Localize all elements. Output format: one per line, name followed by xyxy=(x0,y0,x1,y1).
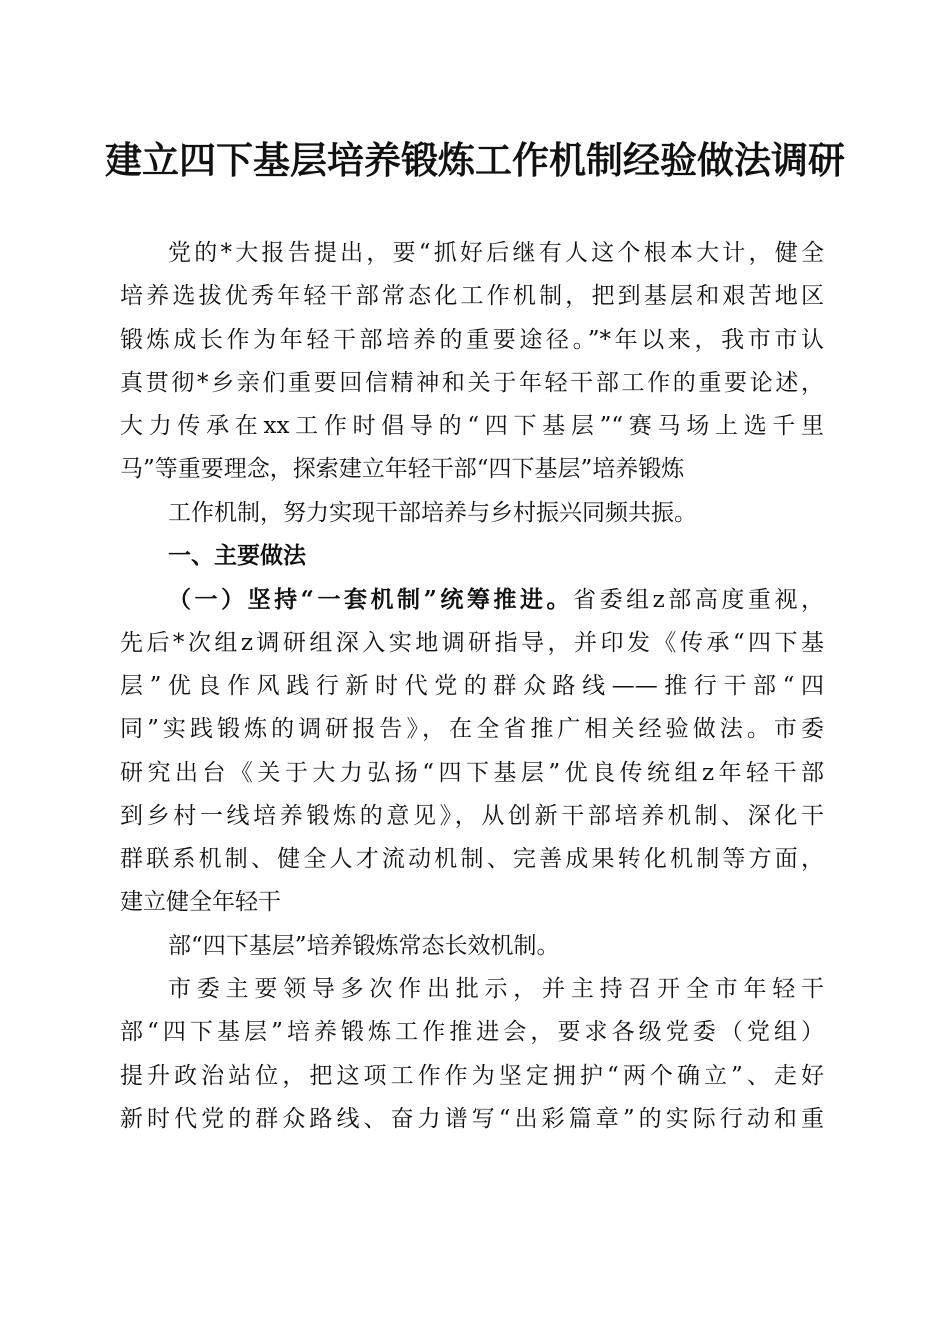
document-body xyxy=(120,232,824,1141)
paragraph-line: 层”优良作风践行新时代党的群众路线——推行干部“四 xyxy=(120,672,824,699)
paragraph-line xyxy=(120,578,824,621)
paragraph-line: 提升政治站位，把这项工作作为坚定拥护“两个确立”、走好 xyxy=(120,1062,824,1089)
paragraph-line: 部“四下基层”培养锻炼常态长效机制。 xyxy=(168,932,560,959)
paragraph-line: 先后*次组z调研组深入实地调研指导，并印发《传承“四下基 xyxy=(120,629,824,656)
paragraph-line: 党的*大报告提出，要“抓好后继有人这个根本大计，健全 xyxy=(168,240,824,266)
paragraph-line: 大力传承在xx工作时倡导的“四下基层”“赛马场上选千里 xyxy=(120,413,824,440)
paragraph-line: 群联系机制、健全人才流动机制、完善成果转化机制等方面， xyxy=(120,846,824,873)
paragraph-line: 锻炼成长作为年轻干部培养的重要途径。”*年以来，我市市认 xyxy=(120,326,824,353)
paragraph-line: 部“四下基层”培养锻炼工作推进会，要求各级党委（党组） xyxy=(120,1019,824,1046)
paragraph-line: 新时代党的群众路线、奋力谱写“出彩篇章”的实际行动和重 xyxy=(120,1105,824,1132)
paragraph-line: 市委主要领导多次作出批示，并主持召开全市年轻干 xyxy=(168,976,824,1003)
paragraph-line: 真贯彻*乡亲们重要回信精神和关于年轻干部工作的重要论述， xyxy=(120,369,824,396)
paragraph-line: 到乡村一线培养锻炼的意见》，从创新干部培养机制、深化干 xyxy=(120,802,824,829)
subsection-lead: （一）坚持“一套机制”统筹推进。 xyxy=(168,586,574,614)
section-heading: 一、主要做法 xyxy=(168,543,306,570)
paragraph-line: 同”实践锻炼的调研报告》，在全省推广相关经验做法。市委 xyxy=(120,716,824,743)
paragraph-line: 研究出台《关于大力弘扬“四下基层”优良传统组z年轻干部 xyxy=(120,759,824,786)
paragraph-text: 省委组z部高度重视， xyxy=(573,587,824,614)
paragraph-line: 马”等重要理念，探索建立年轻干部“四下基层”培养锻炼 xyxy=(120,456,685,483)
paragraph-line: 培养选拔优秀年轻干部常态化工作机制，把到基层和艰苦地区 xyxy=(120,283,824,310)
paragraph-line: 工作机制，努力实现干部培养与乡村振兴同频共振。 xyxy=(168,499,697,526)
document-title: 建立四下基层培养锻炼工作机制经验做法调研 xyxy=(105,138,845,182)
paragraph-line: 建立健全年轻干 xyxy=(120,889,281,916)
